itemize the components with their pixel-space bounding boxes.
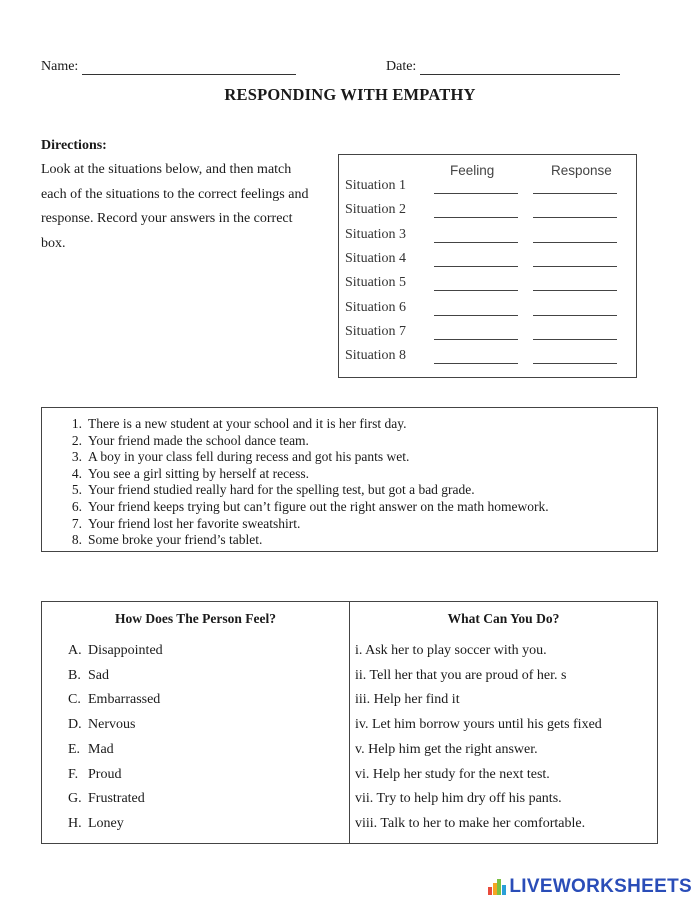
- feeling-text: Loney: [88, 815, 124, 831]
- situation-text: A boy in your class fell during recess and got his pants wet.: [88, 449, 410, 465]
- date-blank[interactable]: [420, 74, 620, 75]
- brand-text: LIVEWORKSHEETS: [509, 876, 692, 897]
- situation-row-label: Situation 4: [345, 250, 407, 266]
- options-table: [41, 601, 658, 844]
- situation-row: [345, 324, 635, 348]
- response-answer-blank[interactable]: [533, 217, 617, 218]
- situation-number: 1.: [71, 416, 82, 431]
- feeling-text: Proud: [88, 766, 122, 782]
- feeling-text: Frustrated: [88, 791, 145, 807]
- response-answer-blank[interactable]: [533, 363, 617, 364]
- feeling-option: [68, 692, 160, 708]
- feeling-option: [68, 791, 145, 807]
- feeling-letter: C.: [68, 692, 81, 708]
- logo-bar: [497, 879, 501, 895]
- situation-row: [345, 348, 635, 372]
- situation-number: 3.: [71, 449, 82, 465]
- feeling-answer-blank[interactable]: [434, 242, 518, 243]
- feeling-option: [68, 767, 121, 783]
- response-answer-blank[interactable]: [533, 193, 617, 194]
- situation-text: Your friend lost her favorite sweatshirt.: [88, 515, 301, 531]
- response-option: v. Help him get the right answer.: [355, 741, 538, 757]
- name-blank[interactable]: [82, 74, 296, 75]
- response-answer-blank[interactable]: [533, 315, 617, 316]
- response-option: iv. Let him borrow yours until his gets fixed: [355, 717, 602, 733]
- feeling-text: Sad: [88, 667, 109, 683]
- situation-row-label: Situation 1: [345, 178, 407, 193]
- feeling-option: [68, 717, 135, 733]
- directions-text: Look at the situations below, and then match each of the situations to the correct feelings and response. Record your answers in the correct box.: [41, 162, 309, 251]
- feeling-letter: D.: [68, 717, 82, 733]
- situation-item: [42, 482, 657, 499]
- situation-row: [345, 202, 635, 226]
- situation-row-label: Situation 6: [345, 299, 407, 315]
- response-option: viii. Talk to her to make her comfortable.: [355, 815, 586, 831]
- situation-item: [42, 433, 657, 450]
- situation-row: [345, 300, 635, 324]
- situation-number: 6.: [71, 498, 82, 514]
- situation-item: [42, 532, 657, 549]
- situations-box: [41, 407, 658, 552]
- response-answer-blank[interactable]: [533, 266, 617, 267]
- situation-row: [345, 251, 635, 275]
- response-column-header: Response: [551, 163, 612, 178]
- situation-number: 8.: [71, 532, 82, 548]
- page-title: RESPONDING WITH EMPATHY: [224, 85, 476, 104]
- response-answer-blank[interactable]: [533, 339, 617, 340]
- response-option: ii. Tell her that you are proud of her. s: [355, 667, 567, 683]
- feeling-answer-blank[interactable]: [434, 217, 518, 218]
- situation-text: Your friend made the school dance team.: [88, 432, 309, 448]
- situation-item: [42, 499, 657, 516]
- situation-item: [42, 416, 657, 433]
- feeling-letter: F.: [68, 766, 79, 782]
- feelings-heading: How Does The Person Feel?: [115, 611, 276, 626]
- situation-item: [42, 449, 657, 466]
- feeling-letter: G.: [68, 791, 82, 807]
- response-answer-blank[interactable]: [533, 242, 617, 243]
- logo-bar: [502, 885, 506, 895]
- feeling-column-header: Feeling: [450, 163, 495, 178]
- situation-text: You see a girl sitting by herself at recess.: [88, 465, 309, 481]
- name-label: Name:: [41, 59, 79, 74]
- situation-item: [42, 466, 657, 483]
- situation-text: Some broke your friend’s tablet.: [88, 532, 263, 548]
- situation-number: 2.: [71, 432, 82, 448]
- feeling-text: Nervous: [88, 717, 136, 733]
- logo-bar: [493, 883, 497, 895]
- answer-box: [338, 154, 637, 378]
- response-option: vii. Try to help him dry off his pants.: [355, 791, 562, 807]
- feeling-letter: E.: [68, 741, 81, 757]
- column-divider: [349, 602, 350, 843]
- situation-number: 7.: [71, 515, 82, 531]
- feeling-option: [68, 643, 163, 659]
- feeling-answer-blank[interactable]: [434, 339, 518, 340]
- feeling-answer-blank[interactable]: [434, 290, 518, 291]
- situation-text: Your friend keeps trying but can’t figure out the right answer on the math homework.: [88, 498, 549, 514]
- directions-heading: Directions:: [41, 138, 107, 153]
- liveworksheets-logo: [488, 876, 692, 898]
- feeling-letter: A.: [68, 643, 82, 658]
- date-label: Date:: [386, 59, 417, 74]
- feeling-letter: B.: [68, 667, 81, 683]
- situation-row: [345, 178, 635, 202]
- response-answer-blank[interactable]: [533, 290, 617, 291]
- feeling-answer-blank[interactable]: [434, 315, 518, 316]
- situation-number: 5.: [71, 482, 82, 498]
- response-option: iii. Help her find it: [355, 692, 460, 708]
- situation-row-label: Situation 8: [345, 348, 407, 364]
- feeling-option: [68, 742, 114, 758]
- feeling-answer-blank[interactable]: [434, 193, 518, 194]
- situation-row-label: Situation 5: [345, 275, 407, 291]
- feeling-option: [68, 668, 109, 684]
- situation-number: 4.: [71, 465, 82, 481]
- liveworksheets-icon: [488, 879, 506, 895]
- situation-row: [345, 227, 635, 251]
- feeling-answer-blank[interactable]: [434, 363, 518, 364]
- situation-row: [345, 275, 635, 299]
- situation-item: [42, 516, 657, 533]
- feeling-letter: H.: [68, 815, 82, 831]
- response-option: vi. Help her study for the next test.: [355, 766, 550, 782]
- feeling-option: [68, 816, 124, 832]
- situation-row-label: Situation 7: [345, 323, 407, 339]
- feeling-text: Embarrassed: [88, 692, 161, 708]
- response-option: i. Ask her to play soccer with you.: [355, 643, 547, 658]
- situation-row-label: Situation 2: [345, 202, 407, 218]
- feeling-text: Mad: [88, 741, 114, 757]
- situation-text: There is a new student at your school and it is her first day.: [88, 416, 407, 431]
- responses-heading: What Can You Do?: [447, 611, 560, 626]
- feeling-answer-blank[interactable]: [434, 266, 518, 267]
- feeling-text: Disappointed: [88, 643, 163, 658]
- situation-row-label: Situation 3: [345, 226, 407, 242]
- situations-list: [42, 416, 657, 549]
- logo-bar: [488, 887, 492, 895]
- situation-text: Your friend studied really hard for the spelling test, but got a bad grade.: [88, 482, 475, 498]
